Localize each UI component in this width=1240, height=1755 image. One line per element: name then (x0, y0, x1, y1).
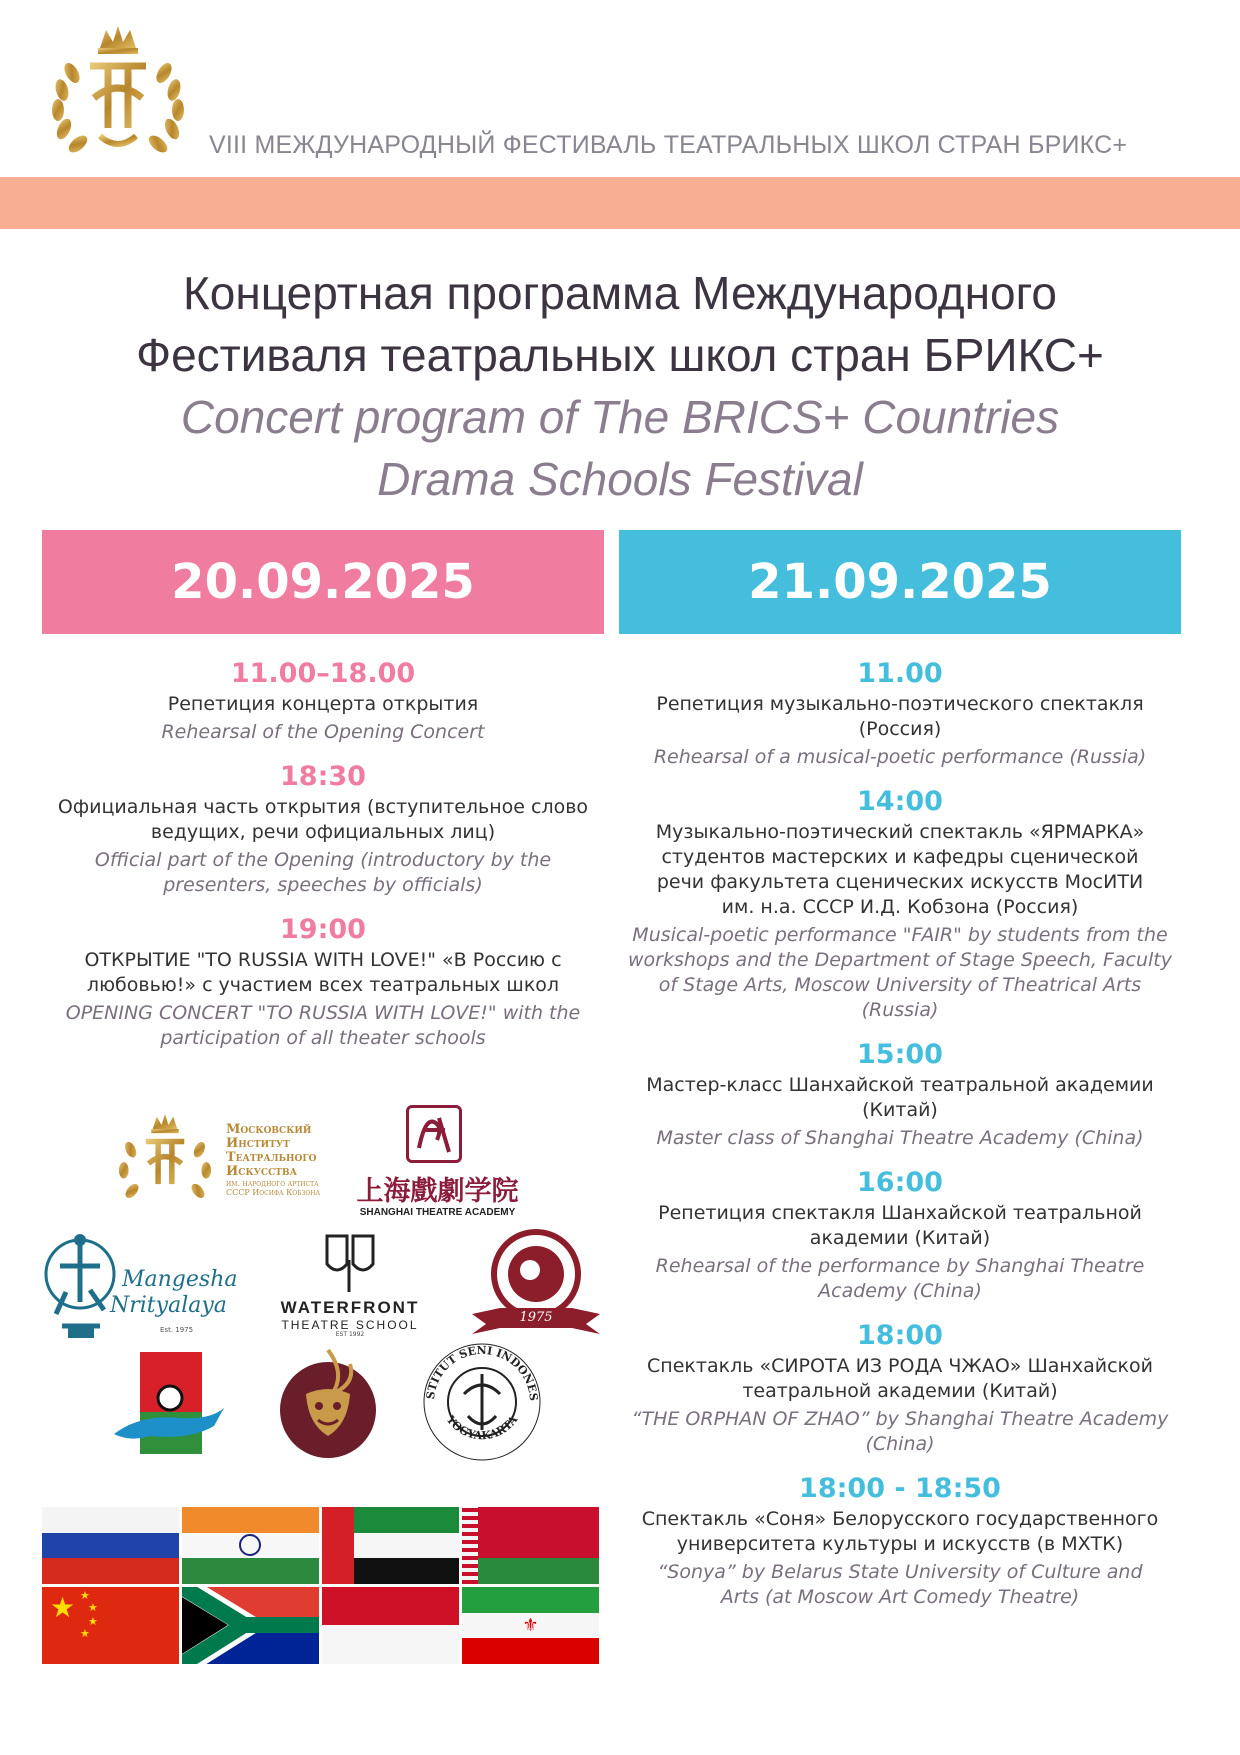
event-en: “THE ORPHAN OF ZHAO” by Shanghai Theatre Academy (China) (631, 1408, 1169, 1455)
day1-date-box (42, 530, 604, 634)
waterfront-est: EST 1992 (335, 1331, 365, 1338)
event-time: 18:30 (280, 761, 366, 792)
header-band (0, 177, 1240, 229)
shanghai-emblem-icon (406, 1105, 462, 1163)
event-en: “Sonya” by Belarus State University of Culture and Arts (at Moscow Art Comedy Theatre) (657, 1561, 1143, 1608)
mangesha-logo (42, 1222, 237, 1342)
mangesha-line1: Mangesha (122, 1267, 238, 1292)
schedule-event (42, 912, 604, 1051)
mangesha-line2: Nrityalaya (110, 1293, 227, 1318)
event-ru: ОТКРЫТИЕ "TO RUSSIA WITH LOVE!" «В Россию с любовью!» с участием всех театральных школ (84, 949, 562, 996)
schedule-event (619, 1318, 1181, 1457)
flag-belarus-icon (462, 1507, 599, 1584)
event-time: 14:00 (857, 786, 943, 817)
nataraja-icon (42, 1222, 122, 1340)
event-ru: Репетиция спектакля Шанхайской театральной академии (Китай) (658, 1202, 1142, 1249)
day2-schedule (619, 656, 1181, 1624)
event-time: 19:00 (280, 914, 366, 945)
flag-china-icon: ★ ★ ★ ★ ★ (42, 1587, 179, 1664)
event-ru: Репетиция концерта открытия (167, 693, 479, 715)
isi-yogyakarta-logo (420, 1340, 544, 1464)
ribbon-year: 1975 (519, 1310, 553, 1325)
event-en: Musical-poetic performance "FAIR" by students from the workshops and the Department of Stage Speech, Faculty of Stage Arts, Moscow University of Theatrical Arts (Russia) (628, 924, 1172, 1021)
event-ru: Официальная часть открытия (вступительное слово ведущих, речи официальных лиц) (57, 796, 589, 843)
flag-russia-icon (42, 1507, 179, 1584)
festival-title-line: VIII МЕЖДУНАРОДНЫЙ ФЕСТИВАЛЬ ТЕАТРАЛЬНЫХ ШКОЛ СТРАН БРИКС+ (209, 131, 1128, 159)
event-ru: Спектакль «СИРОТА ИЗ РОДА ЧЖАО» Шанхайской театральной академии (Китай) (647, 1355, 1153, 1402)
day2-date: 21.09.2025 (748, 554, 1052, 610)
flag-india-icon (182, 1507, 319, 1584)
schedule-event (619, 1037, 1181, 1151)
isi-arc-top: STITUT SENI INDONES (423, 1343, 541, 1402)
mositi-line5: им. народного артиста (226, 1179, 319, 1188)
schedule-event (619, 656, 1181, 770)
event-ru: Мастер-класс Шанхайской театральной академии (Китай) (646, 1074, 1154, 1121)
schedule-event (619, 1165, 1181, 1304)
event-time: 18:00 (857, 1320, 943, 1351)
event-time: 18:00 - 18:50 (799, 1473, 1001, 1504)
flag-iran-icon: ⚜ (462, 1587, 599, 1664)
day1-date: 20.09.2025 (171, 554, 475, 610)
schedule-event (619, 784, 1181, 1023)
shanghai-logo (350, 1105, 525, 1220)
flag-south-africa-icon (182, 1587, 319, 1664)
title-ru-line2: Фестиваля театральных школ стран БРИКС+ (136, 329, 1104, 381)
event-en: Master class of Shanghai Theatre Academy (China) (656, 1127, 1144, 1149)
ribbon-1975-logo (470, 1228, 602, 1340)
event-time: 11.00 (857, 658, 943, 689)
event-time: 15:00 (857, 1039, 943, 1070)
waterfront-logo (265, 1230, 435, 1338)
event-ru: Музыкально-поэтический спектакль «ЯРМАРКА» студентов мастерских и кафедры сценической речи факультета сценических искусств МосИТИ им. н.а. СССР И.Д. Кобзона (Россия) (655, 821, 1145, 918)
flag-indonesia-icon (322, 1587, 459, 1664)
title-en-line2: Drama Schools Festival (377, 453, 863, 505)
waterfront-line1: WATERFRONT (280, 1298, 420, 1317)
schedule-event (42, 656, 604, 745)
title-ru-line1: Концертная программа Международного (183, 267, 1057, 319)
mositi-line3: Театрального (226, 1150, 317, 1165)
event-time: 16:00 (857, 1167, 943, 1198)
shanghai-chinese: 上海戲劇学院 (356, 1176, 519, 1207)
shanghai-english: SHANGHAI THEATRE ACADEMY (359, 1207, 516, 1218)
event-en: Rehearsal of the Opening Concert (161, 721, 485, 743)
event-ru: Спектакль «Соня» Белорусского государственного университета культуры и искусств (в МХТК) (641, 1508, 1159, 1555)
festival-logo (38, 18, 198, 168)
flag-uae-icon (322, 1507, 459, 1584)
mositi-logo (110, 1105, 330, 1215)
event-en: Official part of the Opening (introductory by the presenters, speeches by officials) (94, 849, 552, 896)
mositi-line1: Московский (226, 1122, 312, 1137)
event-time: 11.00–18.00 (230, 658, 416, 689)
mangesha-est: Est. 1975 (160, 1326, 194, 1334)
program-title (0, 262, 1240, 510)
event-en: Rehearsal of a musical-poetic performance (Russia) (653, 746, 1147, 768)
day1-schedule (42, 656, 604, 1065)
schedule-event (42, 759, 604, 898)
mask-emblem-logo (276, 1344, 380, 1460)
fish-emblem-logo (110, 1350, 228, 1458)
mositi-line6: СССР Иосифа Кобзона (226, 1188, 321, 1197)
event-en: Rehearsal of the performance by Shanghai Theatre Academy (China) (655, 1255, 1145, 1302)
schedule-event (619, 1471, 1181, 1610)
masks-icon (315, 1230, 385, 1294)
waterfront-line2: THEATRE SCHOOL (281, 1318, 419, 1332)
mositi-line4: Искусства (226, 1164, 297, 1179)
event-en: OPENING CONCERT "TO RUSSIA WITH LOVE!" with the participation of all theater schools (65, 1002, 581, 1049)
title-en-line1: Concert program of The BRICS+ Countries (180, 391, 1060, 443)
event-ru: Репетиция музыкально-поэтического спектакля (Россия) (656, 693, 1144, 740)
day2-date-box (619, 530, 1181, 634)
mositi-line2: Институт (226, 1136, 290, 1151)
isi-arc-bottom: YOGYAKARTA (443, 1413, 521, 1443)
